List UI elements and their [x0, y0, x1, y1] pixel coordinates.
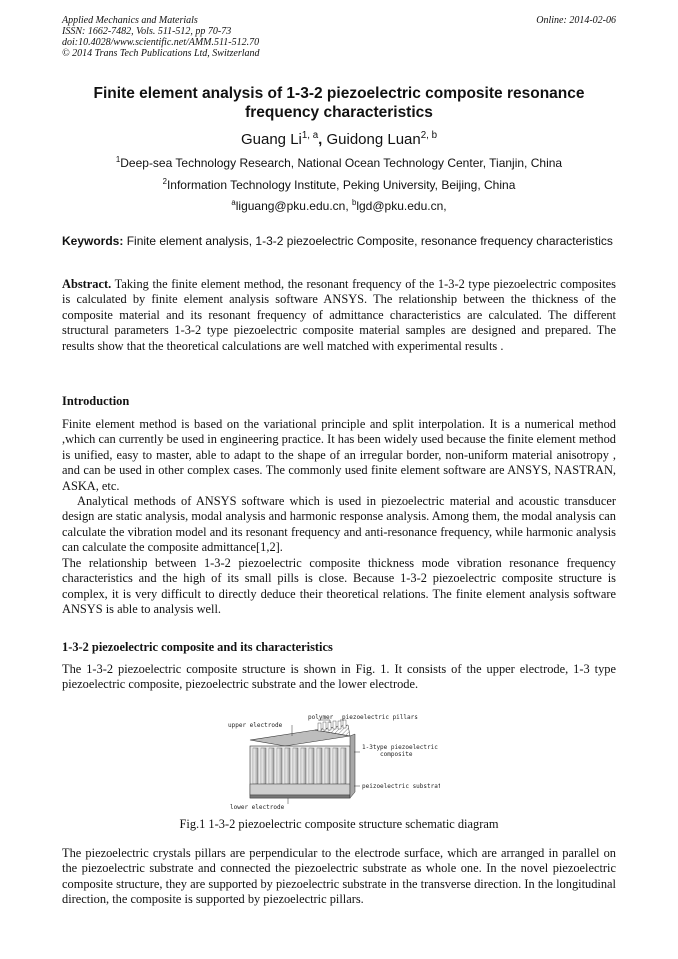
paragraph: The relationship between 1-3-2 piezoelectric composite thickness mode vibration resonance frequency characteristics and the high of its small pills is close. Because 1-3-2 piezoelectric composite structure is complex, it is very difficult to directly deduce their theoretical relations. The finite element analysis software ANSYS is able to analysis well. [62, 556, 616, 617]
label-substrate: peizoelectric substrate [362, 783, 440, 790]
keywords [62, 234, 616, 249]
author-name: Guang Li [240, 131, 302, 148]
keywords-text: Finite element analysis, 1-3-2 piezoelectric Composite, resonance frequency characteristics [123, 234, 613, 248]
label-pillars: piezoelectric pillars [342, 714, 418, 721]
section-heading-introduction: Introduction [62, 394, 130, 408]
lower-electrode-band [250, 795, 350, 798]
authors-line [62, 131, 616, 149]
email-marker: a [231, 198, 236, 207]
author-emails [62, 199, 616, 214]
paragraph: The 1-3-2 piezoelectric composite structure is shown in Fig. 1. It consists of the upper electrode, 1-3 type piezoelectric composite, piezoelectric substrate and the lower electrode. [62, 662, 616, 692]
issn-line: ISSN: 1662-7482, Vols. 511-512, pp 70-73 [62, 26, 232, 37]
section-heading-composite: 1-3-2 piezoelectric composite and its characteristics [62, 640, 333, 654]
composite-side-face [350, 734, 355, 798]
email-marker: b [352, 198, 357, 207]
figure-1 [220, 712, 440, 812]
author-affil-marker: 1, a [301, 130, 319, 141]
label-polymer: polymer [308, 714, 334, 721]
affil-marker: 1 [115, 155, 121, 164]
doi-line: doi:10.4028/www.scientific.net/AMM.511-512.70 [62, 37, 260, 48]
composite-structure-diagram [220, 712, 440, 812]
author-name: Guidong Luan [322, 131, 421, 148]
affil-text: Deep-sea Technology Research, National Ocean Technology Center, Tianjin, China [120, 156, 563, 170]
paper-title: Finite element analysis of 1-3-2 piezoelectric composite resonance frequency characteristics [93, 85, 585, 121]
affiliation-1 [62, 156, 616, 171]
affil-marker: 2 [162, 177, 167, 186]
journal-name: Applied Mechanics and Materials [62, 15, 198, 26]
abstract-text: Taking the finite element method, the resonant frequency of the 1-3-2 type piezoelectric composites is calculated by finite element analysis software ANSYS. The relationship between the thickness of the composite material and its resonant frequency of admittance characteristics are calculated. The different structural parameters 1-3-2 type piezoelectric composite material samples are designed and prepared. The results show that the theoretical calculations are well matched with experimental results . [62, 277, 616, 353]
label-upper-electrode: upper electrode [228, 722, 283, 729]
copyright-line: © 2014 Trans Tech Publications Ltd, Switzerland [62, 48, 260, 59]
abstract-label: Abstract. [62, 277, 112, 291]
online-date: Online: 2014-02-06 [536, 15, 616, 26]
author-separator: , [318, 131, 323, 148]
email-link[interactable]: liguang@pku.edu.cn, [235, 199, 352, 213]
label-13type-composite: composite [380, 751, 413, 758]
affiliation-2 [62, 178, 616, 193]
paragraph: Finite element method is based on the variational principle and split interpolation. It is a numerical method ,which can currently be used in engineering practice. It has been widely used because the finite element method is unified, easy to master, able to adapt to the shape of an irregular border, non-uniform material anisotropy , and can be used in other complex cases. The commonly used finite element software are ANSYS, NASTRAN, ASKA, etc. [62, 417, 616, 493]
label-13type: 1-3type piezoelectric [362, 744, 438, 751]
substrate-band [250, 784, 350, 795]
abstract [62, 277, 616, 354]
paragraph: Analytical methods of ANSYS software which is used in piezoelectric material and acoustic transducer design are static analysis, modal analysis and harmonic response analysis. Among them, the modal analysis can calculate the vibration model and its resonant frequency and anti-resonance frequency, while harmonic analysis can calculate the composite admittance[1,2]. [62, 494, 616, 555]
keywords-label: Keywords: [62, 234, 124, 248]
author-affil-marker: 2, b [420, 130, 437, 141]
label-lower-electrode: lower electrode [230, 804, 285, 811]
journal-header [62, 15, 260, 59]
affil-text: Information Technology Institute, Peking University, Beijing, China [166, 178, 516, 192]
figure-caption: Fig.1 1-3-2 piezoelectric composite structure schematic diagram [179, 817, 499, 831]
paragraph: The piezoelectric crystals pillars are perpendicular to the electrode surface, which are arranged in parallel on the piezoelectric substrate and connected the piezoelectric substrate as whole one. In the novel piezoelectric composite structure, they are supported by piezoelectric substrate in the transverse direction. In the longitudinal direction, the composite is supported by piezoelectric pillars. [62, 846, 616, 907]
email-link[interactable]: lgd@pku.edu.cn, [356, 199, 447, 213]
